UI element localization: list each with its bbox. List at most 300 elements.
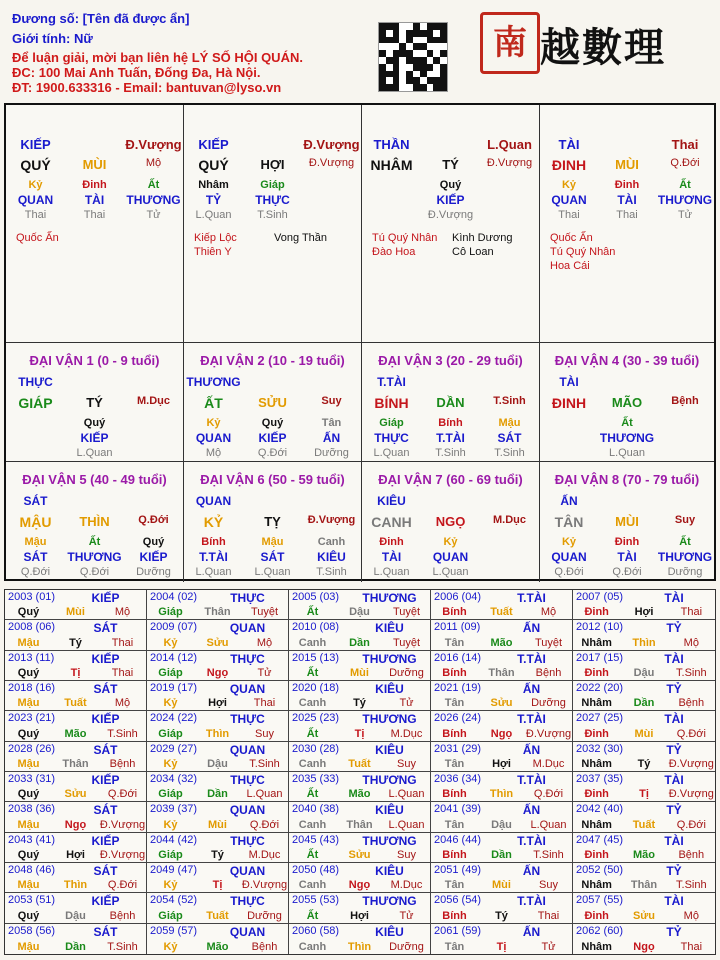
- year-star: KIẾP: [91, 894, 120, 909]
- year-row: [573, 819, 715, 831]
- row: [6, 550, 183, 564]
- year-branch: Tý: [637, 758, 651, 770]
- year-cell: [573, 651, 715, 681]
- year-branch: Tý: [353, 697, 366, 710]
- year-cell: [573, 924, 715, 954]
- year-stage: T.Sinh: [533, 849, 564, 861]
- year-cell: [5, 711, 147, 741]
- dai-van-1: [6, 343, 184, 462]
- dv-hidden-stem: Giáp: [379, 417, 404, 429]
- dv-hidden-stem: Mậu: [261, 536, 284, 548]
- dv-star: QUAN: [195, 494, 232, 508]
- top-empty: [598, 137, 656, 152]
- year-label: 2040 (38): [292, 803, 340, 816]
- year-stage: Mộ: [540, 606, 557, 619]
- dv-hidden-stage: T.Sinh: [494, 447, 525, 459]
- dai-van-title: ĐẠI VẬN 3 (20 - 29 tuổi): [378, 353, 523, 368]
- dv-branch: TÝ: [86, 395, 103, 410]
- star-name: Cô Loan: [452, 246, 494, 258]
- heavenly-stem: NHÂM: [370, 157, 413, 173]
- dai-van-2: [184, 343, 362, 462]
- year-row: [289, 849, 430, 861]
- dv-hidden-stem: Quý: [83, 417, 106, 429]
- year-stage: Dưỡng: [389, 667, 424, 679]
- dv-hidden-stem: Canh: [317, 536, 346, 548]
- year-star: ẤN: [522, 924, 541, 939]
- year-star: KIẾP: [91, 712, 120, 727]
- dv-hidden-star: [124, 431, 183, 445]
- hidden-star: KIẾP: [436, 193, 465, 207]
- year-row: [147, 941, 288, 953]
- year-stem: Đinh: [584, 727, 609, 740]
- dv-hidden-stem: Kỷ: [443, 536, 458, 548]
- year-label: 2028 (26): [8, 742, 56, 755]
- year-star: THỰC: [230, 894, 265, 909]
- dv-hidden-star: KIẾP: [139, 550, 168, 564]
- hidden-star: THƯƠNG: [126, 193, 181, 207]
- dv-empty: [243, 375, 302, 389]
- dv-hidden-star: KIẾP: [258, 431, 287, 445]
- year-star: THƯƠNG: [362, 651, 417, 666]
- hidden-stem: Ất: [679, 179, 691, 191]
- year-stem: Quý: [17, 606, 40, 619]
- year-branch: Dậu: [65, 909, 86, 922]
- year-branch: Thân: [204, 606, 231, 619]
- year-stage: Tuyệt: [250, 606, 279, 619]
- dv-hidden-star: QUAN: [551, 550, 587, 564]
- row: [184, 193, 361, 207]
- dai-van-title: ĐẠI VẬN 6 (50 - 59 tuổi): [200, 472, 345, 487]
- row: [184, 209, 361, 221]
- row: [540, 447, 714, 459]
- year-star: SÁT: [93, 803, 118, 818]
- star-name: Quốc Ấn: [550, 232, 593, 244]
- hidden-star: [480, 193, 539, 207]
- row: [184, 179, 361, 191]
- star-name: Vong Thần: [274, 232, 328, 244]
- year-label: 2017 (15): [576, 651, 624, 664]
- year-row: [289, 941, 430, 953]
- year-row: [431, 849, 572, 861]
- year-label: 2048 (46): [8, 864, 56, 876]
- year-stage: Đ.Vượng: [668, 788, 714, 801]
- year-stage: Suy: [397, 849, 416, 861]
- year-label: 2038 (36): [8, 803, 56, 816]
- year-cell: [289, 924, 431, 954]
- year-branch: Mùi: [492, 879, 511, 892]
- year-row: [431, 697, 572, 709]
- year-stage: Đ.Vượng: [668, 758, 714, 770]
- year-stem: Nhâm: [581, 636, 612, 649]
- year-row: [289, 910, 430, 922]
- year-stem: Canh: [298, 636, 327, 649]
- hidden-stage: L.Quan: [195, 209, 232, 221]
- year-branch: Tý: [495, 909, 508, 922]
- year-branch: Thìn: [632, 636, 656, 649]
- year-stem: Bính: [442, 788, 467, 801]
- dv-hidden-star: [480, 550, 539, 564]
- year-row: [147, 788, 288, 800]
- year-row: [573, 637, 715, 649]
- year-stem: Tân: [444, 697, 465, 710]
- year-stem: Giáp: [158, 849, 183, 861]
- year-row: [147, 758, 288, 770]
- year-row: [5, 606, 146, 618]
- dv-empty: [480, 375, 539, 389]
- year-branch: Tị: [212, 879, 223, 892]
- year-star: THƯƠNG: [362, 591, 417, 605]
- hidden-stem: Kỷ: [561, 179, 577, 191]
- dv-hidden-stage: Q.Đới: [20, 566, 51, 578]
- dv-hidden-stage: L.Quan: [254, 566, 291, 578]
- dv-stem: KỶ: [203, 514, 224, 530]
- year-label: 2023 (21): [8, 712, 56, 725]
- row: [540, 536, 714, 548]
- qr-code-icon[interactable]: [378, 22, 448, 92]
- year-label: 2045 (43): [292, 833, 340, 846]
- year-stem: Quý: [17, 727, 40, 740]
- year-star: THỰC: [230, 712, 265, 727]
- year-cell: [147, 590, 289, 620]
- year-stem: Ất: [306, 606, 319, 619]
- year-stem: Canh: [298, 941, 327, 953]
- year-branch: Hợi: [634, 606, 654, 619]
- year-cell: [147, 893, 289, 923]
- year-branch: Ngọ: [633, 941, 655, 953]
- year-cell: [431, 590, 573, 620]
- row: [362, 375, 539, 389]
- year-row: [431, 728, 572, 740]
- year-label: 2018 (16): [8, 682, 56, 694]
- year-row: [573, 941, 715, 953]
- dv-hidden-star: THƯƠNG: [599, 431, 655, 445]
- year-stem: Mậu: [17, 818, 40, 831]
- dv-hidden-stem: Kỷ: [561, 536, 577, 548]
- hidden-star: [302, 193, 361, 207]
- year-stage: Dưỡng: [531, 697, 566, 710]
- year-row: [431, 606, 572, 618]
- year-branch: Dần: [633, 697, 655, 710]
- year-branch: Thân: [488, 667, 515, 679]
- dv-hidden-stem: [6, 417, 65, 429]
- year-stage: Đ.Vượng: [99, 818, 146, 831]
- hidden-stage: Thai: [24, 209, 47, 221]
- year-branch: Hợi: [350, 909, 369, 922]
- year-label: 2035 (33): [292, 773, 340, 785]
- year-stem: Đinh: [584, 909, 609, 922]
- dv-branch: SỬU: [258, 395, 287, 410]
- row: [6, 395, 183, 411]
- year-cell: [431, 893, 573, 923]
- year-cell: [431, 742, 573, 772]
- year-stem: Bính: [442, 849, 467, 861]
- year-stem: Đinh: [584, 849, 609, 861]
- year-stem: Tân: [444, 818, 465, 831]
- hidden-star: TỶ: [205, 193, 222, 207]
- year-cell: [5, 681, 147, 711]
- year-row: [147, 637, 288, 649]
- dv-stem: ĐINH: [551, 395, 587, 411]
- year-stem: Quý: [17, 788, 40, 801]
- row: [540, 375, 714, 389]
- dv-hidden-star: KIÊU: [317, 550, 346, 564]
- row: [184, 157, 361, 173]
- year-star: THỰC: [230, 651, 265, 666]
- year-cell: [289, 681, 431, 711]
- hidden-stage: [362, 209, 421, 221]
- row: [540, 431, 714, 445]
- pillar-2: [184, 105, 362, 343]
- year-row: [289, 758, 430, 770]
- year-stage: Dưỡng: [247, 909, 282, 922]
- year-star: TÀI: [664, 894, 684, 909]
- year-star: THƯƠNG: [362, 833, 417, 848]
- year-cell: [573, 620, 715, 650]
- hidden-stage: Tử: [146, 209, 161, 221]
- seal-icon: 南: [480, 12, 540, 74]
- year-label: 2025 (23): [292, 712, 340, 725]
- year-label: 2055 (53): [292, 894, 340, 907]
- year-stem: Bính: [442, 909, 467, 922]
- top-star: TÀI: [558, 137, 580, 152]
- year-stage: Thai: [537, 909, 560, 922]
- hidden-stage: [302, 209, 361, 221]
- contact-line[interactable]: Để luận giải, mời bạn liên hệ LÝ SỐ HỘI QUÁN.: [12, 50, 303, 65]
- year-stem: Mậu: [17, 941, 40, 953]
- year-star: T.TÀI: [517, 712, 546, 727]
- pillar-4: [540, 105, 714, 343]
- year-cell: [289, 833, 431, 863]
- year-branch: Mùi: [208, 818, 227, 831]
- phone-email-line[interactable]: ĐT: 1900.633316 - Email: bantuvan@lyso.vn: [12, 80, 282, 95]
- year-star: QUAN: [229, 742, 266, 757]
- year-branch: Tuất: [632, 818, 656, 831]
- top-empty: [65, 137, 124, 152]
- dv-hidden-star: QUAN: [432, 550, 469, 564]
- year-branch: Dậu: [207, 758, 228, 770]
- year-label: 2009 (07): [150, 621, 198, 634]
- year-stage: Mộ: [683, 636, 699, 649]
- row: [540, 417, 714, 429]
- dv-stem: CANH: [371, 514, 412, 530]
- year-star: THƯƠNG: [362, 894, 417, 909]
- year-label: 2022 (20): [576, 682, 624, 694]
- year-label: 2046 (44): [434, 833, 482, 846]
- year-row: [289, 788, 430, 800]
- dai-van-title: ĐẠI VẬN 2 (10 - 19 tuổi): [200, 353, 345, 368]
- dai-van-title: ĐẠI VẬN 5 (40 - 49 tuổi): [22, 472, 167, 487]
- dv-hidden-stage: Q.Đới: [257, 447, 288, 459]
- year-star: TỶ: [666, 621, 682, 636]
- year-star: TÀI: [664, 651, 684, 666]
- year-stem: Bính: [442, 727, 467, 740]
- year-branch: Mão: [632, 849, 655, 861]
- year-stage: Bệnh: [109, 758, 136, 770]
- year-cell: [431, 863, 573, 893]
- hidden-stem: Ất: [147, 179, 160, 191]
- year-branch: Tý: [69, 636, 82, 649]
- year-label: 2054 (52): [150, 894, 198, 907]
- row: [6, 447, 183, 459]
- row: [184, 536, 361, 548]
- dv-hidden-stem: Bính: [201, 536, 226, 548]
- dv-branch: THÌN: [79, 514, 110, 529]
- dv-empty: [656, 375, 714, 389]
- year-stem: Tân: [444, 758, 465, 770]
- year-stem: Nhâm: [581, 941, 612, 953]
- year-cell: [5, 802, 147, 832]
- year-row: [5, 788, 146, 800]
- hidden-star: TÀI: [617, 193, 637, 207]
- year-cell: [5, 924, 147, 954]
- row: [184, 566, 361, 578]
- dv-branch: MÙI: [615, 514, 639, 529]
- earthly-branch: HỢI: [260, 157, 285, 172]
- year-label: 2029 (27): [150, 742, 198, 755]
- year-row: [147, 910, 288, 922]
- dv-hidden-stage: Dưỡng: [667, 566, 703, 578]
- year-branch: Sửu: [632, 909, 655, 922]
- year-label: 2019 (17): [150, 682, 198, 694]
- year-cell: [5, 833, 147, 863]
- year-star: THỰC: [230, 773, 265, 787]
- year-cell: [431, 651, 573, 681]
- dai-van-5: [6, 462, 184, 582]
- year-stage: Q.Đới: [533, 788, 564, 801]
- year-row: [431, 910, 572, 922]
- year-label: 2012 (10): [576, 621, 624, 634]
- year-label: 2016 (14): [434, 651, 482, 664]
- year-star: TÀI: [664, 712, 684, 727]
- owner-name: Đương số: [Tên đã được ẩn]: [12, 11, 190, 26]
- year-stem: Mậu: [17, 697, 40, 710]
- row: [6, 431, 183, 445]
- pillar-1: [6, 105, 184, 343]
- year-branch: Hợi: [208, 697, 227, 710]
- dv-hidden-stage: L.Quan: [373, 566, 410, 578]
- year-label: 2047 (45): [576, 833, 624, 846]
- dv-hidden-star: T.TÀI: [199, 550, 228, 564]
- life-stage: Đ.Vượng: [308, 157, 355, 169]
- year-star: ẤN: [522, 864, 541, 878]
- year-row: [431, 788, 572, 800]
- dv-branch: DẦN: [436, 395, 465, 410]
- year-cell: [573, 863, 715, 893]
- year-cell: [431, 802, 573, 832]
- dv-empty: [65, 494, 124, 508]
- row: [184, 137, 361, 152]
- hidden-star: TÀI: [84, 193, 105, 207]
- year-star: TÀI: [664, 773, 684, 787]
- year-cell: [573, 772, 715, 802]
- row: [362, 431, 539, 445]
- dv-empty: [421, 494, 480, 508]
- year-label: 2058 (56): [8, 924, 56, 937]
- dv-hidden-stage: L.Quan: [608, 447, 646, 459]
- year-branch: Thân: [346, 818, 373, 831]
- year-stem: Đinh: [584, 606, 609, 619]
- hidden-star: [362, 193, 421, 207]
- annual-luck-grid: [4, 589, 716, 955]
- hidden-stem: [480, 179, 539, 191]
- year-branch: Tị: [354, 727, 365, 740]
- year-label: 2011 (09): [434, 621, 481, 634]
- year-row: [573, 728, 715, 740]
- dv-branch: TỴ: [264, 514, 281, 529]
- year-star: KIẾP: [91, 591, 120, 605]
- row: [362, 514, 539, 530]
- year-stage: Đ.Vượng: [241, 879, 288, 892]
- year-stage: Q.Đới: [676, 818, 706, 831]
- year-branch: Sửu: [206, 636, 229, 649]
- row: [6, 193, 183, 207]
- brand-logo: 越數理: [540, 24, 666, 71]
- year-stem: Nhâm: [581, 697, 612, 710]
- hidden-stage: Đ.Vượng: [427, 209, 474, 221]
- year-star: T.TÀI: [517, 591, 546, 605]
- year-row: [147, 667, 288, 679]
- year-branch: Tị: [70, 667, 81, 679]
- year-stem: Bính: [442, 606, 467, 619]
- row: [540, 550, 714, 564]
- year-star: ẤN: [522, 682, 541, 696]
- year-cell: [147, 772, 289, 802]
- year-label: 2050 (48): [292, 864, 340, 876]
- year-stem: Giáp: [158, 909, 183, 922]
- dv-star: TÀI: [559, 375, 579, 389]
- year-stage: T.Sinh: [107, 941, 138, 953]
- year-stage: T.Sinh: [676, 879, 707, 892]
- year-stem: Nhâm: [581, 879, 612, 892]
- year-cell: [5, 893, 147, 923]
- year-row: [573, 758, 715, 770]
- dv-stage: Suy: [674, 514, 696, 526]
- year-cell: [431, 681, 573, 711]
- year-stage: Bệnh: [678, 849, 705, 861]
- row: [362, 179, 539, 191]
- year-row: [289, 667, 430, 679]
- dai-van-4: [540, 343, 714, 462]
- year-row: [147, 606, 288, 618]
- dv-star: T.TÀI: [377, 375, 406, 389]
- year-cell: [431, 711, 573, 741]
- year-cell: [573, 833, 715, 863]
- year-row: [573, 606, 715, 618]
- row: [362, 157, 539, 173]
- year-branch: Dậu: [491, 818, 512, 831]
- year-row: [5, 910, 146, 922]
- year-label: 2043 (41): [8, 833, 56, 846]
- year-branch: Tuất: [64, 697, 87, 710]
- dv-hidden-stage: [656, 447, 714, 459]
- year-stage: Bệnh: [251, 941, 278, 953]
- year-stem: Tân: [444, 879, 465, 892]
- year-stage: M.Dục: [532, 758, 565, 770]
- dv-hidden-stem: Đinh: [614, 536, 640, 548]
- year-star: QUAN: [229, 682, 266, 696]
- year-row: [289, 606, 430, 618]
- row: [6, 209, 183, 221]
- row: [184, 431, 361, 445]
- year-branch: Thìn: [205, 727, 230, 740]
- row: [362, 193, 539, 207]
- dv-star: SÁT: [23, 494, 48, 508]
- year-row: [431, 667, 572, 679]
- dv-hidden-star: SÁT: [23, 550, 48, 564]
- dv-hidden-stage: [480, 566, 539, 578]
- row: [362, 566, 539, 578]
- year-cell: [147, 711, 289, 741]
